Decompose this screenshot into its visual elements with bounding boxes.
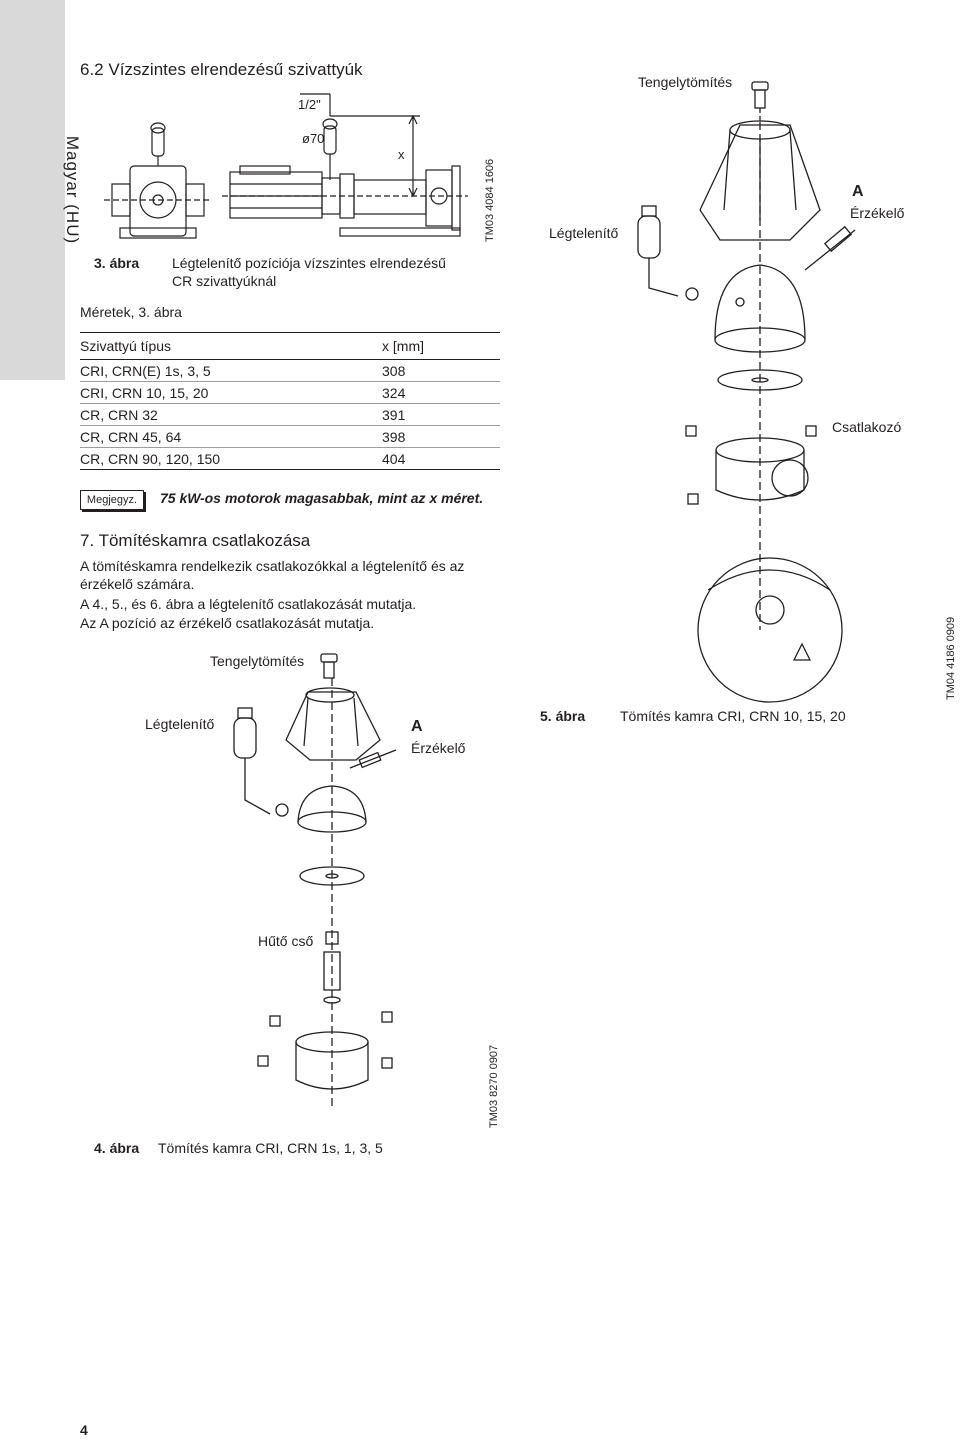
fig4-label-sensor: Érzékelő (411, 740, 466, 756)
dim-phi70: ø70 (302, 131, 325, 146)
figure-5-label: 5. ábra (540, 708, 586, 724)
table-row (80, 360, 500, 382)
cell-type: CR, CRN 32 (80, 404, 382, 426)
dim-half-inch: 1/2" (298, 97, 321, 112)
figure-3-caption-line2: CR szivattyúknál (172, 273, 277, 289)
figure-4-label: 4. ábra (94, 1140, 140, 1156)
figure-5-code: TM04 4186 0909 (945, 616, 957, 700)
cell-type: CRI, CRN(E) 1s, 3, 5 (80, 360, 382, 382)
figure-5-drawing (620, 70, 920, 710)
note-text: 75 kW-os motorok magasabbak, mint az x méret. (160, 490, 484, 506)
page-number: 4 (80, 1422, 88, 1438)
section-7-paragraph-3: Az A pozíció az érzékelő csatlakozását mutatja. (80, 615, 375, 631)
pump-dimension-table (80, 332, 500, 470)
figure-4-drawing (220, 650, 400, 1110)
cell-x: 404 (382, 448, 500, 470)
section-heading-7: 7. Tömítéskamra csatlakozása (80, 531, 311, 550)
fig5-label-shaft-seal: Tengelytömítés (638, 74, 733, 90)
col-x-mm: x [mm] (382, 333, 500, 360)
table-row (80, 382, 500, 404)
table-row (80, 426, 500, 448)
table-row (80, 404, 500, 426)
figure-3-drawing (90, 88, 470, 258)
figure-3-caption-line1: Légtelenítő pozíciója vízszintes elrendezésű (172, 255, 446, 271)
cell-type: CR, CRN 90, 120, 150 (80, 448, 382, 470)
language-tab (0, 0, 83, 380)
dim-x: x (398, 147, 405, 162)
fig4-label-pos-a: A (411, 718, 423, 735)
cell-x: 398 (382, 426, 500, 448)
cell-x: 324 (382, 382, 500, 404)
fig5-label-pos-a: A (852, 183, 864, 200)
table-header-row (80, 333, 500, 360)
note-badge: Megjegyz. (80, 490, 144, 510)
figure-3-label: 3. ábra (94, 255, 140, 271)
cell-type: CRI, CRN 10, 15, 20 (80, 382, 382, 404)
cell-type: CR, CRN 45, 64 (80, 426, 382, 448)
cell-x: 391 (382, 404, 500, 426)
section-7-paragraph-1-line1: A tömítéskamra rendelkezik csatlakozókkal a légtelenítő és az (80, 558, 465, 574)
figure-4-code: TM03 8270 0907 (488, 1044, 500, 1128)
table-row (80, 448, 500, 470)
language-tab-label: Magyar (HU) (63, 135, 83, 245)
dimensions-reference: Méretek, 3. ábra (80, 304, 182, 320)
section-7-paragraph-2: A 4., 5., és 6. ábra a légtelenítő csatlakozását mutatja. (80, 596, 417, 612)
cell-x: 308 (382, 360, 500, 382)
figure-3-code: TM03 4084 1606 (484, 158, 496, 242)
section-heading-6-2: 6.2 Vízszintes elrendezésű szivattyúk (80, 60, 363, 79)
section-7-paragraph-1-line2: érzékelő számára. (80, 576, 195, 592)
figure-5-caption: Tömítés kamra CRI, CRN 10, 15, 20 (620, 708, 846, 724)
fig4-label-cooling-pipe: Hűtő cső (258, 933, 314, 949)
fig4-label-shaft-seal: Tengelytömítés (210, 653, 305, 669)
fig5-label-sensor: Érzékelő (850, 205, 905, 221)
fig5-label-vent: Légtelenítő (549, 225, 619, 241)
col-pump-type: Szivattyú típus (80, 333, 382, 360)
fig4-label-vent: Légtelenítő (145, 716, 215, 732)
fig5-label-connector: Csatlakozó (832, 419, 902, 435)
figure-4-caption: Tömítés kamra CRI, CRN 1s, 1, 3, 5 (158, 1140, 383, 1156)
